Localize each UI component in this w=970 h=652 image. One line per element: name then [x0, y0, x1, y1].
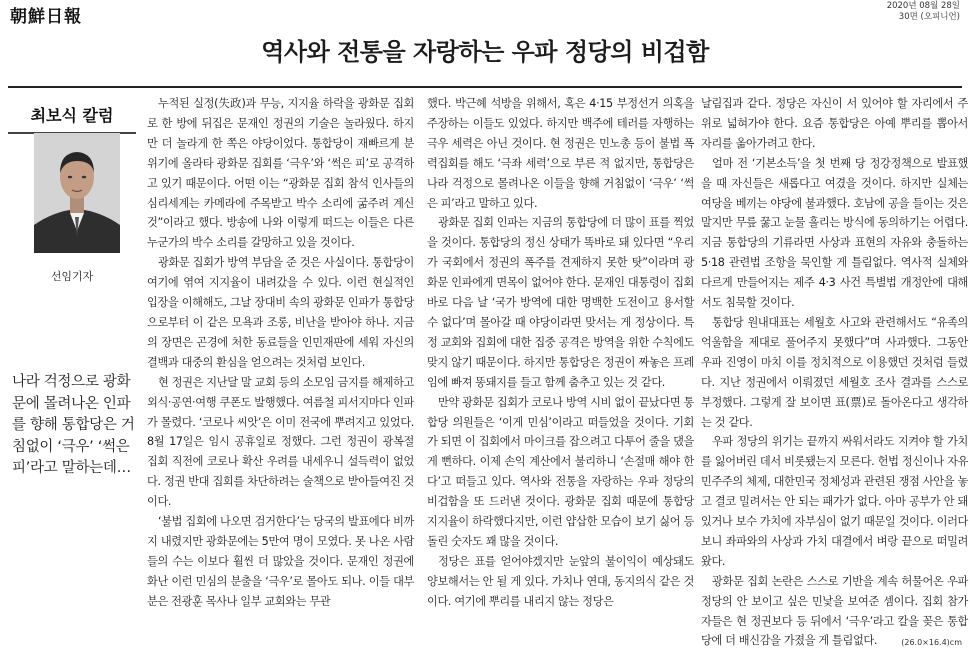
clipping-size-note: (26.0×16.4)cm [901, 638, 962, 647]
article-column-1 [147, 94, 414, 612]
publication-date: 2020년 08월 28일 [886, 1, 960, 11]
paragraph: 우파 정당의 위기는 끝까지 싸워서라도 지켜야 할 가치를 잃어버린 데서 비롯됐는지 모른다. 헌법 정신이나 자유민주주의 체제, 대한민국 정체성과 관련된 쟁점 사안을 놓고 결코 밀려서는 안 되는 패가가 없다. 아마 공부가 안 돼 있거나 보수 가치에 자부심이 없기 때문일 것이다. 이러다 보니 좌파와의 사상과 가치 대결에서 벼랑 끝으로 떠밀려왔다. [701, 435, 968, 568]
paragraph: 누적된 실정(失政)과 무능, 지지율 하락을 광화문 집회로 한 방에 뒤집은 문재인 정권의 기술은 놀라웠다. 하지만 더 놀라게 한 쪽은 야당이었다. 통합당이 재빠르게 분위기에 올라타 광화문 집회를 ‘극우’와 ‘썩은 피’로 공격하고 있기 때문이다. 어떤 이는 “광화문 집회 참석 인사들의 심리세계는 카메라에 주목받고 박수 소리에 굶주려 계신 것”이라고 했다. 방송에 나와 이렇게 떠드는 이들은 다른 누군가의 박수 소리를 갈망하고 있을 것이다. [147, 97, 414, 250]
article-column-3 [701, 94, 968, 651]
paragraph: 광화문 집회 인파는 지금의 통합당에 더 많이 표를 찍었을 것이다. 통합당의 정신 상태가 똑바로 돼 있다면 “우리가 국회에서 정권의 폭주를 견제하지 못한 탓”이라며 광화문 인파에게 면목이 없어야 한다. 문재인 대통령이 집회 바로 다음 날 ‘국가 방역에 대한 명백한 도전이고 용서할 수 없다’며 몰아갈 때 야당이라면 맞서는 게 정상이다. 특정 교회와 집회에 대한 집중 공격은 방역을 위한 수칙에도 맞지 않기 때문이다. 하지만 통합당은 정권이 짜놓은 프레임에 빠져 똥돼지를 들고 함께 춤추고 있는 것 같다. [427, 216, 694, 389]
paragraph: 했다. 박근혜 석방을 위해서, 혹은 4·15 부정선거 의혹을 주장하는 이들도 있었다. 하지만 백주에 테러를 자행하는 극우 세력은 아닌 것이다. 현 정권은 민노총 등이 불법 폭력집회를 해도 ‘극좌 세력’으로 부른 적 없지만, 통합당은 나라 걱정으로 몰려나온 이들을 향해 거침없이 ‘극우’ ‘썩은 피’라고 말하고 있다. [427, 97, 694, 210]
paragraph: 현 정권은 지난달 말 교회 등의 소모임 금지를 해제하고 외식·공연·여행 쿠폰도 발행했다. 여름철 피서지마다 인파가 몰렸다. ‘코로나 씨앗’은 이미 전국에 뿌려지고 있었다. 8월 17일은 임시 공휴일로 정했다. 그런 정권이 광복절 집회 직전에 코로나 확산 우려를 내세우니 설득력이 없었다. 정권 반대 집회를 차단하려는 술책으로 받아들여진 것이다. [147, 375, 414, 509]
paragraph: 광화문 집회 논란은 스스로 기반을 계속 허물어온 우파 정당의 안 보이고 싶은 민낯을 보여준 셈이다. 집회 참가자들은 현 정권보다 등 뒤에서 ‘극우’라고 칼을 꽂은 통합당에 더 배신감을 가졌을 게 틀림없다. [701, 574, 968, 648]
paragraph: 통합당 원내대표는 세월호 사고와 관련해서도 “유족의 억울함을 제대로 풀어주지 못했다”며 사과했다. 그동안 우파 진영이 마치 이를 정치적으로 이용했던 것처럼 들렸다. 지난 정권에서 이뤄졌던 세월호 조사 결과를 스스로 부정했다. 그렇게 잘 보이면 표(票)로 돌아온다고 생각하는 것 같다. [701, 315, 968, 429]
paragraph: 정당은 표를 얻어야겠지만 눈앞의 불이익이 예상돼도 양보해서는 안 될 게 있다. 가치나 연대, 동지의식 같은 것이다. 여기에 뿌리를 내리지 않는 정당은 [427, 554, 694, 608]
author-photo [34, 133, 120, 253]
paragraph: 날림집과 같다. 정당은 자신이 서 있어야 할 자리에서 주위로 넓혀가야 한다. 요즘 통합당은 아예 뿌리를 뽑아서 자리를 옮아가려고 한다. [701, 97, 968, 150]
column-name: 최보식 칼럼 [8, 103, 136, 134]
pull-quote: 나라 걱정으로 광화문에 몰려나온 인파를 향해 통합당은 거침없이 ‘극우’ ‘썩은 피’라고 말하는데… [12, 374, 135, 476]
paragraph: ‘불법 집회에 나오면 검거한다’는 당국의 발표에다 비까지 내렸지만 광화문에는 5만여 명이 모였다. 못 나온 사람들의 수는 이보다 훨씬 더 많았을 것이다. 문재인 정권에 화난 이런 민심의 분출을 ‘극우’로 몰아도 되나. 이들 대부분은 전광훈 목사나 일부 교회와는 무관 [147, 515, 414, 608]
paragraph: 얼마 전 ‘기본소득’을 첫 번째 당 정강정책으로 발표했을 때 자신들은 새롭다고 여겼을 것이다. 하지만 실체는 여당을 베끼는 야당에 불과했다. 호남에 공을 들이는 것은 말지만 무릎 꿇고 눈물 흘리는 방식에 동의하기는 어렵다. 지금 통합당의 기류라면 사상과 표현의 자유와 충돌하는 5·18 관련법 조항을 묵인할 게 틀림없다. 역사적 실체와 다르게 만들어지는 제주 4·3 사건 특별법 개정안에 대해서도 침묵할 것이다. [701, 156, 968, 310]
dateline [887, 1, 960, 22]
article-headline: 역사와 전통을 자랑하는 우파 정당의 비겁함 [261, 38, 709, 66]
article-column-2 [427, 94, 694, 612]
paragraph: 만약 광화문 집회가 코로나 방역 시비 없이 끝났다면 통합당 의원들은 ‘이게 민심’이라고 떠들었을 것이다. 기회가 되면 이 집회에서 마이크를 잡으려고 다투어 줄을 댔을 게 뻔하다. 이제 손익 계산에서 불리하니 ‘손절매 해야 한다’고 떠들고 있다. 역사와 전통을 자랑하는 우파 정당의 비겁함을 또 드러낸 것이다. 광화문 집회 때문에 통합당 지지율이 하락했다지만, 이런 얍삽한 모습이 보기 싫어 등 돌린 숫자도 꽤 많을 것이다. [427, 395, 694, 548]
page-section: 30면 (오피니언) [898, 11, 960, 22]
headline-divider [8, 86, 962, 88]
paragraph: 광화문 집회가 방역 부담을 준 것은 사실이다. 통합당이 여기에 엮여 지지율이 내려갔을 수 있다. 이런 현실적인 입장을 이해해도, 그날 장대비 속의 광화문 인파가 통합당으로부터 이 같은 모욕과 조롱, 비난을 받아야 하나. 지금의 장면은 곤경에 처한 동료들을 인민재판에 세워 자신의 결백과 대중의 환심을 얻으려는 것처럼 보인다. [147, 256, 414, 369]
newspaper-masthead: 朝鮮日報 [10, 7, 82, 27]
author-byline: 선임기자 [50, 270, 94, 283]
